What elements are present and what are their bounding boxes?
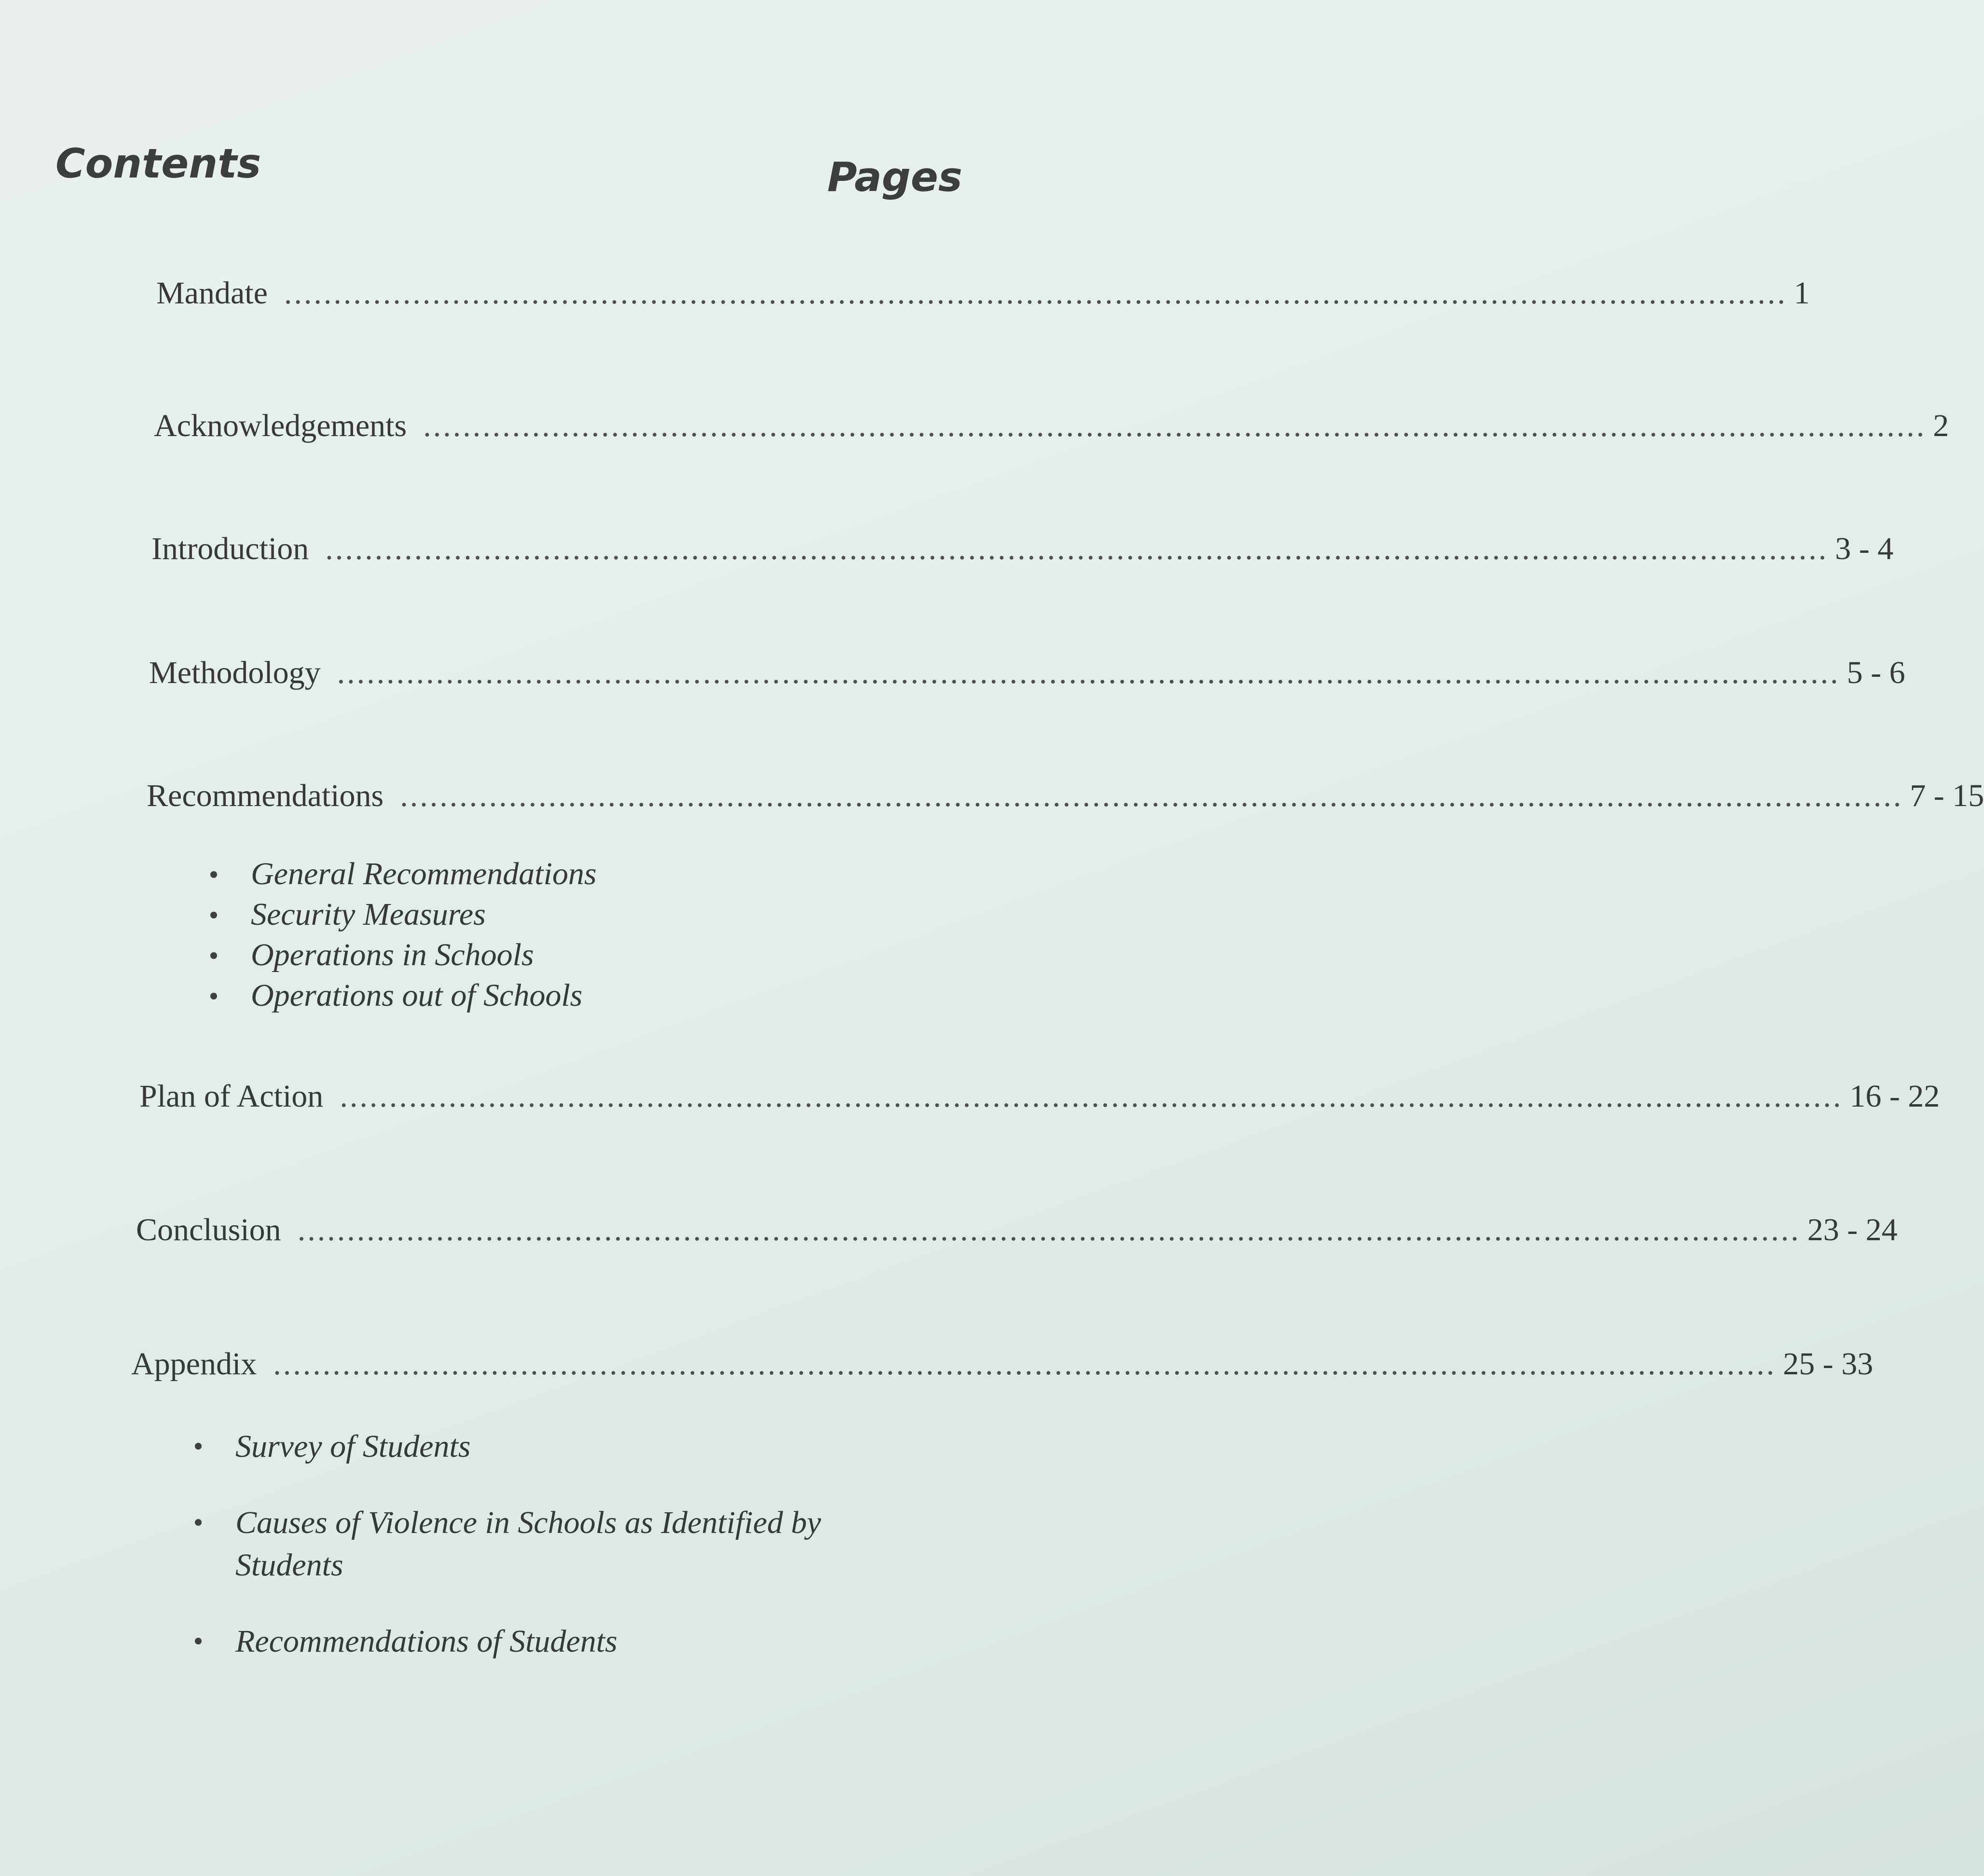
leader-dots: ........................................................................................................................................................	[284, 275, 1787, 311]
leader-dots: ........................................................................................................................................................	[273, 1346, 1777, 1382]
pages-heading: Pages	[827, 153, 962, 201]
leader-dots: ........................................................................................................................................................	[337, 655, 1840, 690]
list-item: Survey of Students	[235, 1425, 862, 1468]
toc-page-number: 5 - 6	[1847, 655, 1905, 690]
leader-dots: ........................................................................................................................................................	[340, 1079, 1843, 1114]
toc-entry-introduction	[130, 531, 1894, 574]
list-item: Causes of Violence in Schools as Identified by Students	[235, 1502, 862, 1587]
toc-entry-appendix	[110, 1346, 1874, 1389]
toc-page-number: 2	[1933, 408, 1949, 443]
list-item: Operations in Schools	[251, 935, 597, 975]
toc-page-number: 25 - 33	[1783, 1346, 1874, 1382]
toc-label: Appendix	[131, 1346, 257, 1382]
toc-entry-recommendations	[125, 778, 1984, 821]
appendix-subitems	[235, 1425, 862, 1697]
leader-dots: ........................................................................................................................................................	[297, 1212, 1801, 1247]
leader-dots: ........................................................................................................................................................	[423, 408, 1927, 443]
recommendations-subitems	[251, 854, 597, 1016]
toc-page-number: 3 - 4	[1835, 531, 1894, 566]
toc-entry-conclusion	[115, 1212, 1898, 1255]
list-item: General Recommendations	[251, 854, 597, 894]
list-item: Security Measures	[251, 894, 597, 935]
toc-entry-mandate	[135, 275, 1810, 318]
leader-dots: ........................................................................................................................................................	[325, 531, 1829, 566]
contents-heading: Contents	[55, 140, 261, 187]
toc-page-number: 23 - 24	[1807, 1212, 1898, 1247]
toc-label: Conclusion	[136, 1212, 281, 1247]
toc-page-number: 7 - 15	[1910, 778, 1984, 813]
toc-label: Acknowledgements	[154, 408, 407, 443]
toc-page-number: 1	[1793, 275, 1810, 311]
toc-entry-plan-of-action	[118, 1078, 1940, 1122]
toc-entry-acknowledgements	[133, 408, 1949, 451]
toc-entry-methodology	[128, 655, 1905, 698]
toc-page-number: 16 - 22	[1849, 1079, 1940, 1114]
list-item: Operations out of Schools	[251, 975, 597, 1016]
toc-label: Plan of Action	[139, 1079, 324, 1114]
leader-dots: ........................................................................................................................................................	[400, 778, 1903, 813]
toc-label: Mandate	[156, 275, 268, 311]
toc-label: Methodology	[149, 655, 321, 690]
toc-label: Recommendations	[147, 778, 384, 813]
list-item: Recommendations of Students	[235, 1620, 862, 1663]
toc-label: Introduction	[151, 531, 309, 566]
